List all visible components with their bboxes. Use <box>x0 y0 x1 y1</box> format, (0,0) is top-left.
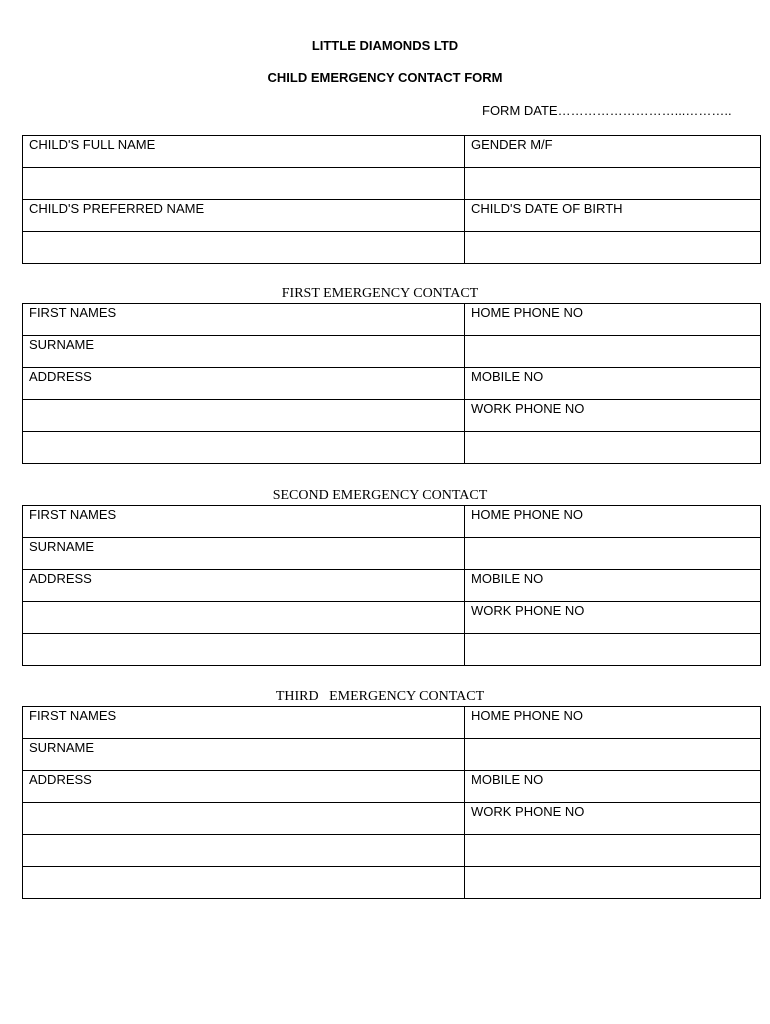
third-contact-mobile-label[interactable]: MOBILE NO <box>465 771 761 803</box>
child-dob-field[interactable] <box>465 232 761 264</box>
third-contact-surname-label[interactable]: SURNAME <box>23 739 465 771</box>
first-contact-heading: FIRST EMERGENCY CONTACT <box>281 286 479 301</box>
second-contact-table <box>22 505 761 666</box>
first-contact-home-phone-label[interactable]: HOME PHONE NO <box>465 304 761 336</box>
third-contact-work-phone-field[interactable] <box>465 835 761 867</box>
company-name: LITTLE DIAMONDS LTD <box>311 38 459 53</box>
second-contact-first-names-label[interactable]: FIRST NAMES <box>23 506 465 538</box>
second-contact-address-field[interactable] <box>23 602 465 634</box>
first-contact-address-field[interactable] <box>23 400 465 432</box>
first-contact-work-phone-field[interactable] <box>465 432 761 464</box>
third-contact-address-label[interactable]: ADDRESS <box>23 771 465 803</box>
third-contact-first-names-label[interactable]: FIRST NAMES <box>23 707 465 739</box>
second-contact-home-phone-label[interactable]: HOME PHONE NO <box>465 506 761 538</box>
third-contact-home-phone-label[interactable]: HOME PHONE NO <box>465 707 761 739</box>
first-contact-first-names-label[interactable]: FIRST NAMES <box>23 304 465 336</box>
child-preferred-name-label: CHILD'S PREFERRED NAME <box>23 200 465 232</box>
third-contact-extra-field[interactable] <box>465 867 761 899</box>
child-dob-label: CHILD'S DATE OF BIRTH <box>465 200 761 232</box>
second-contact-address-label[interactable]: ADDRESS <box>23 570 465 602</box>
first-contact-table <box>22 303 761 464</box>
third-contact-address-field[interactable] <box>23 803 465 835</box>
second-contact-mobile-label[interactable]: MOBILE NO <box>465 570 761 602</box>
form-date-field[interactable]: FORM DATE………………………...……….. <box>482 103 732 118</box>
first-contact-home-phone-field[interactable] <box>465 336 761 368</box>
second-contact-heading: SECOND EMERGENCY CONTACT <box>272 488 488 503</box>
third-contact-work-phone-label[interactable]: WORK PHONE NO <box>465 803 761 835</box>
third-contact-table <box>22 706 761 899</box>
first-contact-surname-label[interactable]: SURNAME <box>23 336 465 368</box>
second-contact-address-field[interactable] <box>23 634 465 666</box>
second-contact-work-phone-label[interactable]: WORK PHONE NO <box>465 602 761 634</box>
third-contact-address-field[interactable] <box>23 835 465 867</box>
first-contact-mobile-label[interactable]: MOBILE NO <box>465 368 761 400</box>
child-details-table <box>22 135 761 264</box>
second-contact-surname-label[interactable]: SURNAME <box>23 538 465 570</box>
second-contact-work-phone-field[interactable] <box>465 634 761 666</box>
gender-label: GENDER M/F <box>465 136 761 168</box>
first-contact-work-phone-label[interactable]: WORK PHONE NO <box>465 400 761 432</box>
third-contact-heading: THIRD EMERGENCY CONTACT <box>275 689 485 704</box>
child-preferred-name-field[interactable] <box>23 232 465 264</box>
first-contact-address-field[interactable] <box>23 432 465 464</box>
second-contact-home-phone-field[interactable] <box>465 538 761 570</box>
child-full-name-label: CHILD'S FULL NAME <box>23 136 465 168</box>
child-full-name-field[interactable] <box>23 168 465 200</box>
third-contact-home-phone-field[interactable] <box>465 739 761 771</box>
gender-field[interactable] <box>465 168 761 200</box>
third-contact-address-field[interactable] <box>23 867 465 899</box>
first-contact-address-label[interactable]: ADDRESS <box>23 368 465 400</box>
form-title: CHILD EMERGENCY CONTACT FORM <box>267 70 503 85</box>
